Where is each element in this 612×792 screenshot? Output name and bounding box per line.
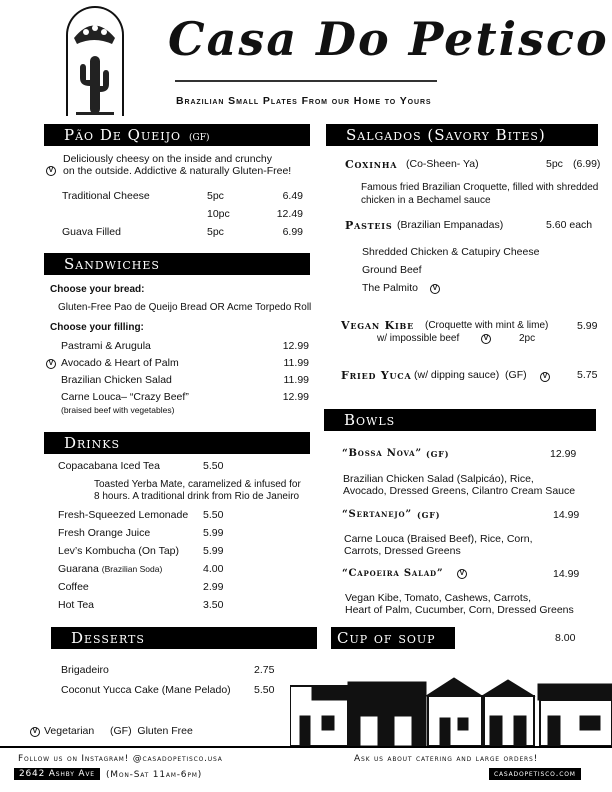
vegetarian-icon: V [430, 284, 440, 294]
vegetarian-icon: V [30, 727, 40, 737]
gf-tag: (GF) [417, 510, 441, 520]
menu-item-name: Pastrami & Arugula [61, 340, 151, 352]
vegetarian-icon: V [457, 569, 467, 579]
section-header-pao-de-queijo [44, 124, 310, 146]
drink-note: (Brazilian Soda) [101, 564, 163, 574]
coxinha-pronunciation: (Co-Sheen- Ya) [406, 158, 479, 170]
houses-illustration [290, 676, 612, 746]
menu-item-desc: 8 hours. A traditional drink from Rio de Janeiro [94, 491, 300, 502]
menu-item-qty: 10pc [207, 208, 230, 220]
bowl-price: 12.99 [550, 448, 577, 460]
kibe-line2: w/ impossible beef [377, 333, 460, 344]
menu-item-price: 2.99 [203, 581, 224, 593]
coxinha-qty: 5pc [546, 158, 563, 170]
menu-item-name: Fresh-Squeezed Lemonade [58, 509, 189, 521]
menu-item-qty: 5pc [207, 226, 224, 238]
pasteis-option: Shredded Chicken & Catupiry Cheese [362, 246, 540, 258]
menu-item-price: 12.49 [276, 208, 303, 220]
pasteis-option: Ground Beef [362, 264, 422, 276]
coxinha-name: Coxinha [345, 158, 398, 171]
instagram-handle[interactable]: Follow us on Instagram! @casadopetisco.usa [18, 754, 223, 764]
bowl-desc: Vegan Kibe, Tomato, Cashews, Carrots, [345, 592, 531, 604]
menu-item-name: Lev’s Kombucha (On Tap) [58, 545, 180, 557]
menu-item-name: Coffee [58, 581, 89, 593]
yuca-name: Fried Yuca [341, 369, 412, 382]
menu-item-price: 5.99 [203, 527, 224, 539]
bowl-desc: Heart of Palm, Cucumber, Corn, Dressed Greens [345, 604, 574, 616]
legend-vegetarian: Vegetarian [44, 725, 95, 737]
bread-options: Gluten-Free Pao de Queijo Bread OR Acme Torpedo Roll [58, 302, 312, 313]
bowl-name: “Capoeira Salad” [342, 568, 444, 579]
section-header-sandwiches: Sandwiches [44, 253, 310, 275]
kibe-qty: 2pc [519, 333, 536, 344]
cactus-icon [68, 8, 121, 116]
menu-item-price: 12.99 [282, 391, 309, 403]
menu-item-qty: 5pc [207, 190, 224, 202]
kibe-name: Vegan Kibe [341, 319, 414, 332]
bowl-name: “Bossa Nova” [342, 448, 422, 459]
pao-description-line-2: on the outside. Addictive & naturally Gluten-Free! [63, 165, 292, 177]
yuca-sub: (w/ dipping sauce) (GF) [414, 369, 527, 381]
menu-item-price: 5.50 [203, 509, 224, 521]
menu-item-price: 2.75 [254, 664, 275, 676]
coxinha-desc: chicken in a Bechamel sauce [361, 195, 491, 206]
menu-item-price: 5.50 [203, 460, 224, 472]
pasteis-price: 5.60 each [546, 219, 593, 231]
catering-note: Ask us about catering and large orders! [354, 754, 539, 764]
filling-label: Choose your filling: [50, 322, 144, 333]
legend-gluten-free: (GF) Gluten Free [110, 725, 193, 737]
menu-item-note: (braised beef with vegetables) [61, 405, 175, 415]
menu-item-price: 11.99 [283, 357, 309, 369]
menu-item-price: 5.99 [203, 545, 224, 557]
yuca-price: 5.75 [577, 369, 598, 381]
header-divider [175, 80, 437, 82]
menu-item-price: 3.50 [203, 599, 224, 611]
vegetarian-icon: V [46, 166, 56, 176]
houses-icon [290, 676, 612, 746]
menu-item-name: Guava Filled [62, 226, 121, 238]
menu-item-name: Hot Tea [58, 599, 94, 611]
footer-divider [0, 746, 612, 748]
website-link[interactable]: casadopetisco.com [489, 768, 581, 780]
pasteis-sub: (Brazilian Empanadas) [397, 219, 504, 231]
menu-item-name: Traditional Cheese [62, 190, 150, 202]
hours: (Mon-Sat 11am-6pm) [106, 770, 203, 780]
menu-item-price: 6.49 [282, 190, 303, 202]
menu-item-price: 5.50 [254, 684, 275, 696]
pasteis-option: The Palmito [362, 282, 419, 294]
menu-item-name: Carne Louca– “Crazy Beef” [61, 391, 189, 403]
coxinha-desc: Famous fried Brazilian Croquette, filled with shredded [361, 182, 599, 193]
bowl-desc: Carrots, Dressed Greens [344, 545, 461, 557]
logo-cactus-arch [66, 6, 124, 116]
menu-item-name: Brazilian Chicken Salad [61, 374, 172, 386]
bowl-desc: Avocado, Dressed Greens, Cilantro Cream Sauce [343, 485, 576, 497]
bowl-desc: Carne Louca (Braised Beef), Rice, Corn, [344, 533, 533, 545]
menu-item-price: 12.99 [282, 340, 309, 352]
brand-name: Casa Do Petisco [168, 12, 609, 66]
pasteis-name: Pasteis [345, 219, 393, 232]
tagline: Brazilian Small Plates From our Home to Yours [176, 95, 432, 107]
menu-item-name: Avocado & Heart of Palm [61, 357, 179, 369]
gf-tag: (GF) [189, 133, 210, 143]
bread-label: Choose your bread: [50, 284, 145, 295]
menu-item-price: 4.00 [203, 563, 224, 575]
bowl-price: 14.99 [553, 568, 580, 580]
menu-item-name [58, 563, 162, 576]
section-header-drinks: Drinks [44, 432, 310, 454]
bowl-desc: Brazilian Chicken Salad (Salpicáo), Rice, [343, 473, 534, 485]
bowl-price: 14.99 [553, 509, 580, 521]
vegetarian-icon: V [481, 334, 491, 344]
bowl-name: “Sertanejo” [342, 509, 412, 520]
section-header-soup: Cup of soup [331, 627, 455, 649]
menu-item-name: Coconut Yucca Cake (Mane Pelado) [61, 684, 231, 696]
menu-item-desc: Toasted Yerba Mate, caramelized & infused for [94, 479, 301, 490]
section-header-salgados: Salgados (Savory Bites) [326, 124, 598, 146]
menu-item-name: Copacabana Iced Tea [58, 460, 160, 472]
menu-item-price: 6.99 [282, 226, 303, 238]
vegetarian-icon: V [46, 359, 56, 369]
kibe-price: 5.99 [577, 320, 598, 332]
vegetarian-icon: V [540, 372, 550, 382]
soup-price: 8.00 [555, 632, 576, 644]
address: 2642 Ashby Ave [14, 768, 100, 780]
section-title: Pão De Queijo [64, 126, 182, 144]
kibe-sub: (Croquette with mint & lime) [425, 320, 549, 331]
section-header-desserts: Desserts [51, 627, 317, 649]
pao-description-line-1: Deliciously cheesy on the inside and crunchy [63, 153, 272, 165]
drink-name: Guarana [58, 563, 99, 575]
menu-item-price: 11.99 [283, 374, 309, 386]
gf-tag: (GF) [426, 449, 450, 459]
section-header-bowls: Bowls [324, 409, 596, 431]
coxinha-price: (6.99) [573, 158, 601, 170]
menu-item-name: Fresh Orange Juice [58, 527, 151, 539]
menu-item-name: Brigadeiro [61, 664, 109, 676]
